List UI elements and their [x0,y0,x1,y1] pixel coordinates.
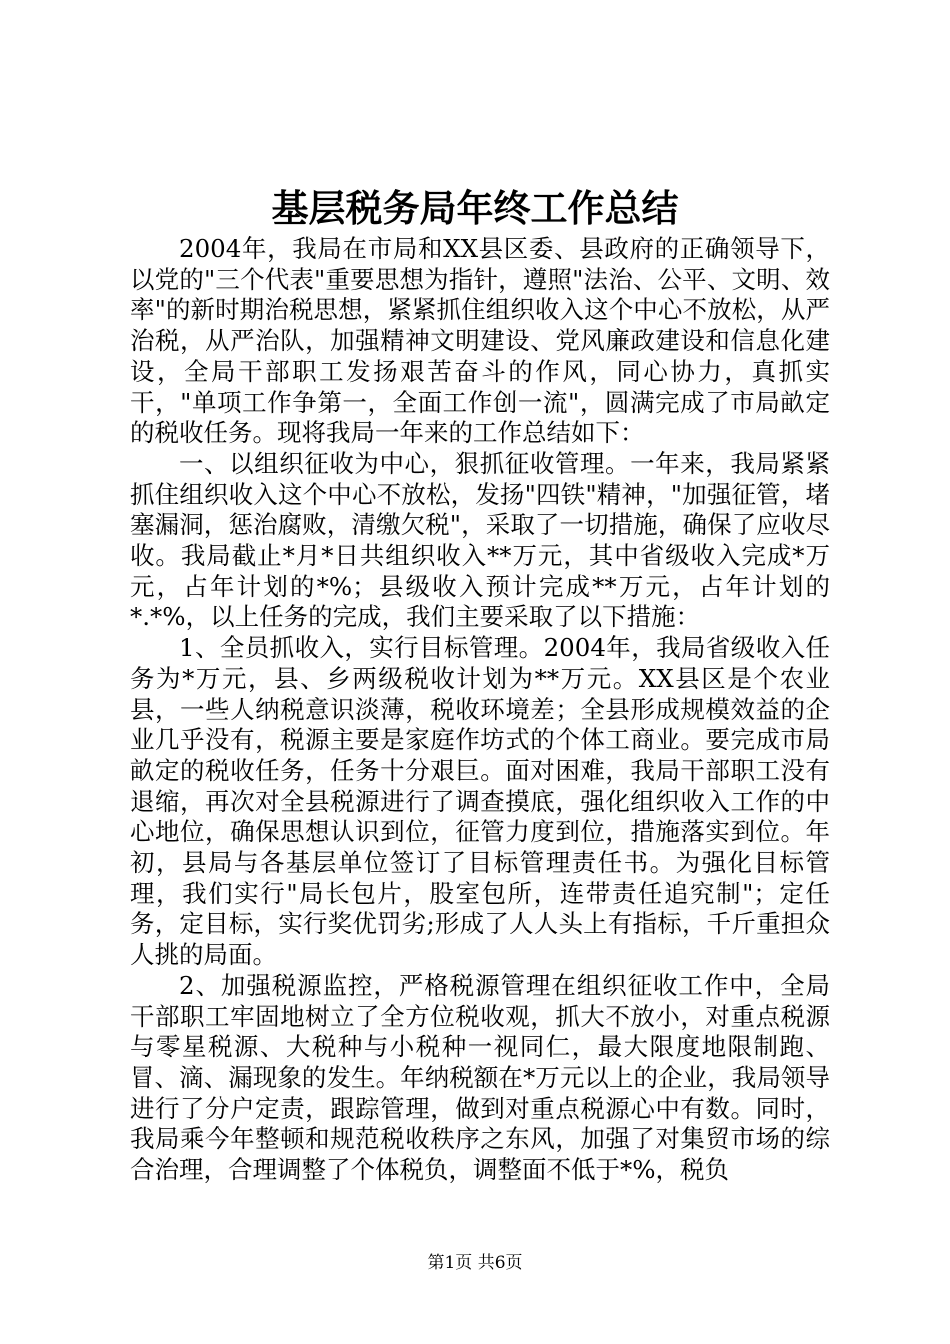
document-body [130,234,830,1186]
paragraph-item-2: 2、加强税源监控，严格税源管理在组织征收工作中，全局干部职工牢固地树立了全方位税收观，抓大不放小，对重点税源与零星税源、大税种与小税种一视同仁，最大限度地限制跑、冒、滴、漏现象的发生。年纳税额在*万元以上的企业，我局领导进行了分户定责，跟踪管理，做到对重点税源心中有数。同时，我局乘今年整顿和规范税收秩序之东风，加强了对集贸市场的综合治理，合理调整了个体税负，调整面不低于*%，税负 [130,970,830,1185]
page-footer: 第1页 共6页 [427,1253,523,1273]
paragraph-item-1: 1、全员抓收入，实行目标管理。2004年，我局省级收入任务为*万元，县、乡两级税收计划为**万元。XX县区是个农业县，一些人纳税意识淡薄，税收环境差；全县形成规模效益的企业几乎没有，税源主要是家庭作坊式的个体工商业。要完成市局畝定的税收任务，任务十分艰巨。面对困难，我局干部职工没有退缩，再次对全县税源进行了调查摸底，强化组织收入工作的中心地位，确保思想认识到位，征管力度到位，措施落实到位。年初，县局与各基层单位签订了目标管理责任书。为强化目标管理，我们实行"局长包片，股室包所，连带责任追究制"；定任务，定目标，实行奖优罚劣;形成了人人头上有指标，千斤重担众人挑的局面。 [130,633,830,970]
document-title: 基层税务局年终工作总结 [271,186,679,230]
paragraph-intro: 2004年，我局在市局和XX县区委、县政府的正确领导下，以党的"三个代表"重要思想为指针，遵照"法治、公平、文明、效率"的新时期治税思想，紧紧抓住组织收入这个中心不放松，从严治税，从严治队，加强精神文明建设、党风廉政建设和信息化建设，全局干部职工发扬艰苦奋斗的作风，同心协力，真抓实干，"单项工作争第一，全面工作创一流"，圆满完成了市局畝定的税收任务。现将我局一年来的工作总结如下： [130,234,830,448]
paragraph-section-1: 一、以组织征收为中心，狠抓征收管理。一年来，我局紧紧抓住组织收入这个中心不放松，发扬"四铁"精神，"加强征管，堵塞漏洞，惩治腐败，清缴欠税"，采取了一切措施，确保了应收尽收。我局截止*月*日共组织收入**万元，其中省级收入完成*万元，占年计划的*%；县级收入预计完成**万元，占年计划的*.*%，以上任务的完成，我们主要采取了以下措施： [130,448,830,632]
